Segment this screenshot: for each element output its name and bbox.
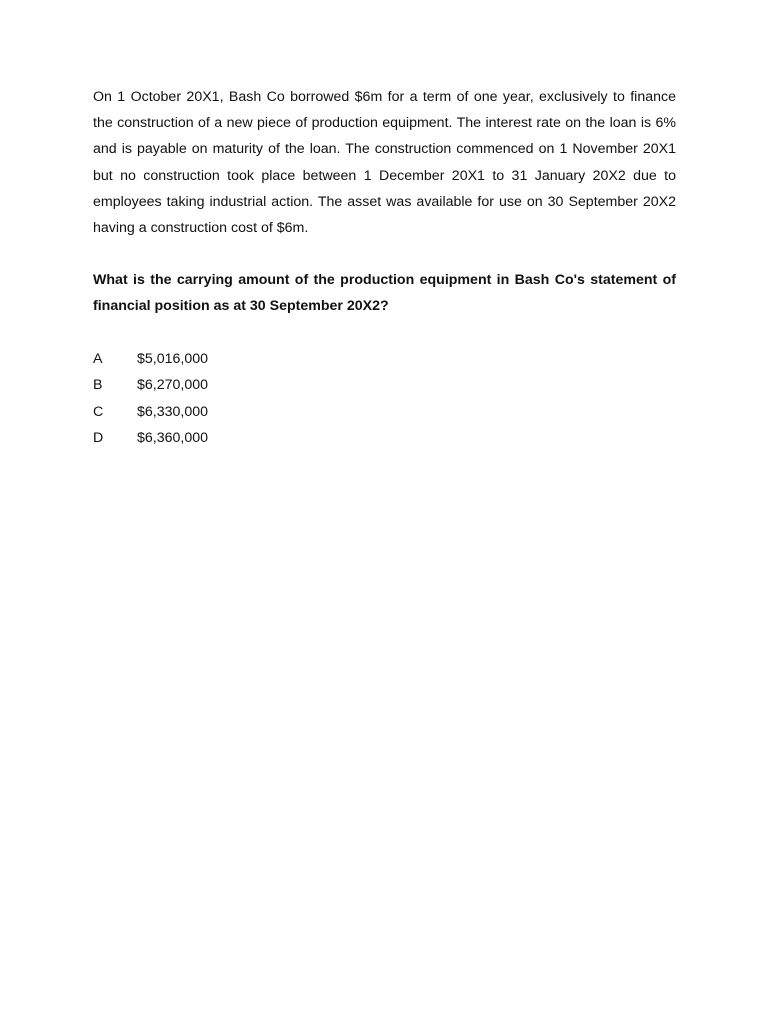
option-b[interactable] — [93, 372, 393, 398]
option-c[interactable] — [93, 399, 393, 425]
option-value: $6,360,000 — [137, 429, 209, 446]
question-prompt: What is the carrying amount of the production equipment in Bash Co's statement of financial position as at 30 September 20X2? — [93, 272, 676, 315]
option-letter: A — [93, 351, 103, 367]
option-letter: B — [93, 377, 103, 394]
option-letter: C — [93, 403, 104, 420]
option-value: $6,330,000 — [137, 403, 209, 420]
option-value: $6,270,000 — [137, 377, 209, 394]
option-d[interactable] — [93, 425, 393, 451]
option-letter: D — [93, 429, 104, 446]
question-passage: On 1 October 20X1, Bash Co borrowed $6m for a term of one year, exclusively to finance the construction of a new piece of production equipment. The interest rate on the loan is 6% and is payable on maturity of the loan. The construction commenced on 1 November 20X1 but no construction took place between 1 December 20X1 to 31 January 20X2 due to employees taking industrial action. The asset was available for use on 30 September 20X2 having a construction cost of $6m. — [93, 89, 676, 237]
option-a[interactable] — [93, 346, 393, 372]
option-value: $5,016,000 — [137, 351, 209, 367]
answer-options — [93, 346, 393, 451]
